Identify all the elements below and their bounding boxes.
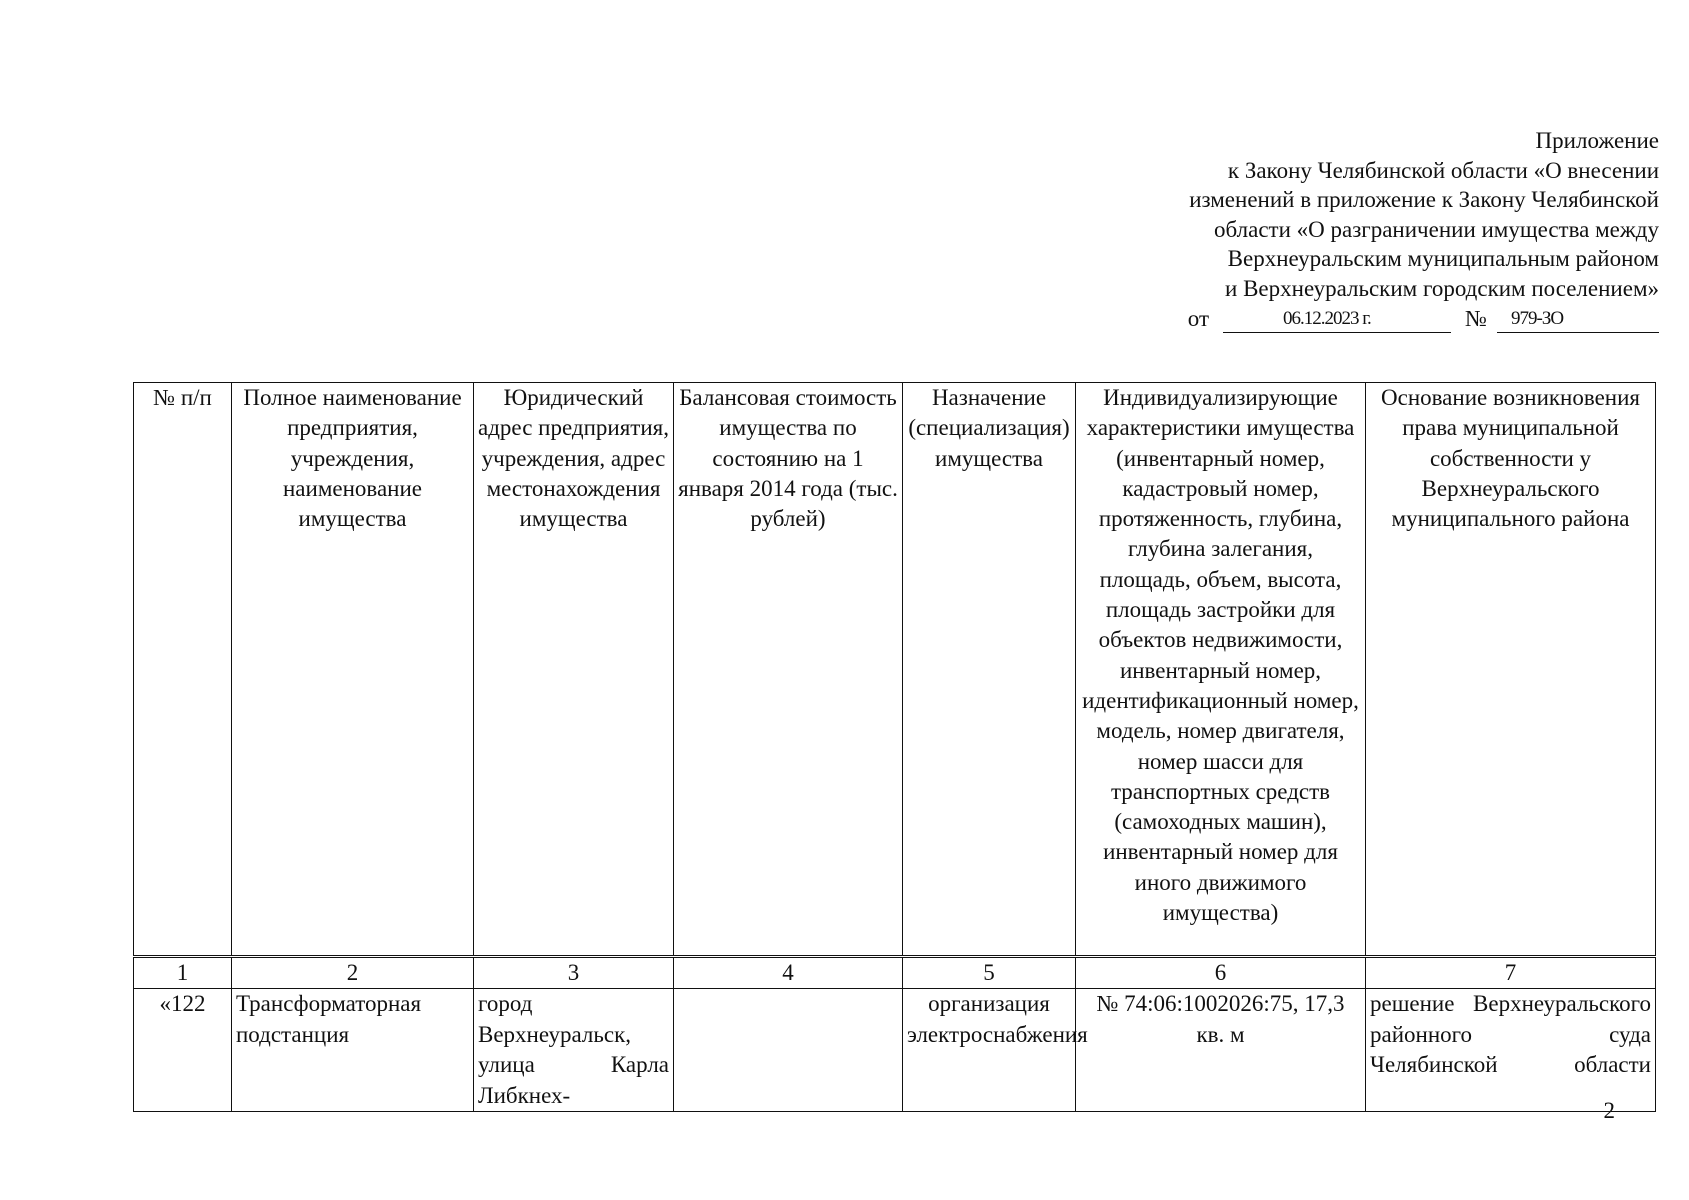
header-line-3: изменений в приложение к Закону Челябинской (1189, 187, 1659, 213)
header-col-7: Основание возникновения права муниципальной собственности у Верхнеуральского муниципального района (1366, 383, 1656, 957)
property-address: город Верхнеуральск, улица Карла Либкнех- (474, 989, 674, 1112)
column-number: 2 (232, 957, 474, 989)
row-number: «122 (134, 989, 232, 1112)
column-number: 4 (674, 957, 903, 989)
table-row (134, 989, 1656, 1112)
appendix-header (1019, 126, 1659, 333)
law-date-number-line (1019, 304, 1659, 334)
column-number: 6 (1076, 957, 1366, 989)
column-number: 5 (903, 957, 1076, 989)
property-name: Трансформаторная подстанция (232, 989, 474, 1112)
page-number: 2 (1603, 1098, 1615, 1123)
header-line-2: к Закону Челябинской области «О внесении (1227, 157, 1659, 183)
property-table (133, 382, 1656, 1112)
header-col-4: Балансовая стоимость имущества по состоянию на 1 января 2014 года (тыс. рублей) (674, 383, 903, 957)
property-characteristics: № 74:06:1002026:75, 17,3 кв. м (1076, 989, 1366, 1112)
table-header-row (134, 383, 1656, 957)
header-col-1: № п/п (134, 383, 232, 957)
date-prefix: от (1187, 305, 1210, 331)
law-date: 06.12.2023 г. (1223, 306, 1451, 333)
column-number-row (134, 957, 1656, 989)
column-number: 1 (134, 957, 232, 989)
balance-value (674, 989, 903, 1112)
header-line-appendix: Приложение (1535, 128, 1659, 153)
property-purpose: организация электроснабжения (903, 989, 1076, 1112)
header-col-3: Юридический адрес предприятия, учреждения, адрес местонахождения имущества (474, 383, 674, 957)
header-line-5: Верхнеуральским муниципальным районом (1227, 246, 1659, 272)
header-col-2: Полное наименование предприятия, учреждения, наименование имущества (232, 383, 474, 957)
header-col-5: Назначение (специализация) имущества (903, 383, 1076, 957)
law-number: 979-ЗО (1497, 306, 1659, 333)
number-sign: № (1465, 305, 1487, 331)
ownership-basis: решение Верхнеуральского районного суда Челябинской области (1366, 989, 1656, 1112)
column-number: 7 (1366, 957, 1656, 989)
header-line-4: области «О разграничении имущества между (1214, 216, 1659, 242)
header-col-6: Индивидуализирующие характеристики имущества (инвентарный номер, кадастровый номер, протяженность, глубина, глубина залегания, площадь, объем, высота, площадь застройки для объектов недвижимости, инвентарный номер, идентификационный номер, модель, номер двигателя, номер шасси для транспортных средств (самоходных машин), инвентарный номер для иного движимого имущества) (1076, 383, 1366, 957)
column-number: 3 (474, 957, 674, 989)
header-line-6: и Верхнеуральским городским поселением» (1225, 275, 1659, 301)
